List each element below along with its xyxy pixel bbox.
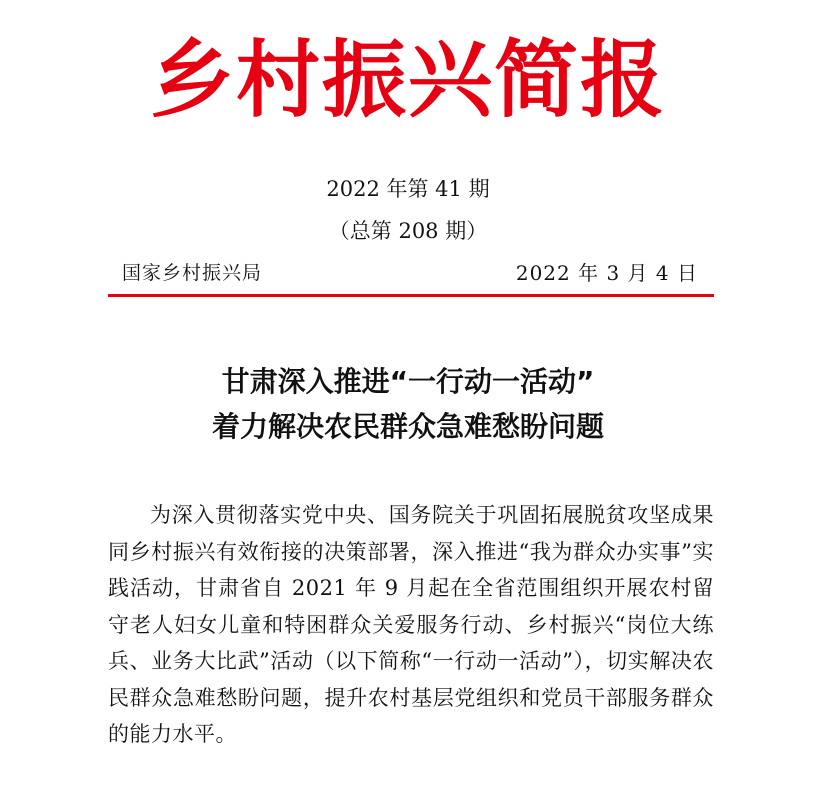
issue-total: （总第 208 期）	[328, 219, 488, 243]
article-headline-line-1: 甘肃深入推进“一行动一活动”	[221, 365, 595, 398]
issue-number: 2022 年第 41 期	[326, 177, 490, 201]
publication-date: 2022 年 3 月 4 日	[515, 261, 698, 285]
masthead-title: 乡村振兴简报	[149, 30, 666, 129]
article-paragraph: 为深入贯彻落实党中央、国务院关于巩固拓展脱贫攻坚成果同乡村振兴有效衔接的决策部署，深入推进“我为群众办实事”实践活动，甘肃省自 2021 年 9 月起在全省范围组织开展农村留守老人妇女儿童和特困群众关爱服务行动、乡村振兴“岗位大练兵、业务大比武”活动（以下简称“一行动一活动”），切实解决农民群众急难愁盼问题，提升农村基层党组织和党员干部服务群众的能力水平。	[108, 503, 714, 746]
publisher: 国家乡村振兴局	[122, 262, 263, 284]
red-divider-line	[108, 294, 714, 297]
article-headline-line-2: 着力解决农民群众急难愁盼问题	[211, 410, 604, 443]
